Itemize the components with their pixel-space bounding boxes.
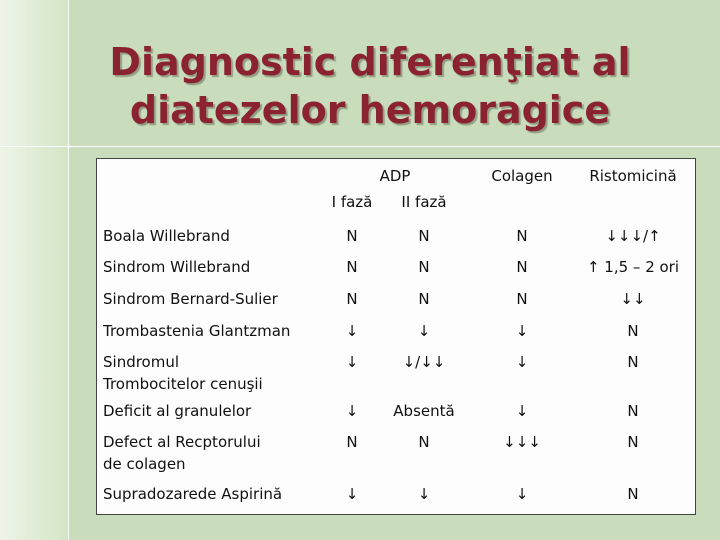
cell-colagen: N bbox=[516, 258, 528, 276]
sparkle-icon bbox=[62, 140, 75, 153]
cell-adp1: N bbox=[346, 290, 358, 308]
cell-ristomicina: ↓↓ bbox=[620, 290, 646, 308]
cell-adp2: N bbox=[418, 258, 430, 276]
header-ristomicina: Ristomicină bbox=[589, 167, 677, 185]
cell-adp2: N bbox=[418, 227, 430, 245]
row-label: Defect al Recptorului bbox=[103, 433, 261, 451]
row-label: Boala Willebrand bbox=[103, 227, 230, 245]
cell-colagen: ↓ bbox=[515, 322, 529, 340]
row-label: de colagen bbox=[103, 455, 186, 473]
cell-ristomicina: N bbox=[627, 322, 639, 340]
cell-adp2: ↓ bbox=[417, 485, 431, 503]
row-label: Sindrom Willebrand bbox=[103, 258, 251, 276]
row-label: Trombastenia Glantzman bbox=[103, 322, 291, 340]
cell-adp1: ↓ bbox=[345, 485, 359, 503]
header-colagen: Colagen bbox=[491, 167, 553, 185]
cell-adp2: N bbox=[418, 290, 430, 308]
cell-adp2: ↓/↓↓ bbox=[402, 353, 446, 371]
left-band bbox=[0, 0, 68, 540]
cell-ristomicina: ↑ 1,5 – 2 ori bbox=[586, 258, 680, 276]
cell-colagen: N bbox=[516, 290, 528, 308]
cell-adp1: ↓ bbox=[345, 353, 359, 371]
row-label: Supradozarede Aspirină bbox=[103, 485, 283, 503]
cell-ristomicina: ↓↓↓/↑ bbox=[605, 227, 661, 245]
cell-adp1: N bbox=[346, 227, 358, 245]
title-line-1: Diagnostic diferenţiat al bbox=[109, 40, 631, 84]
diagnostic-table bbox=[96, 158, 696, 515]
cell-adp1: N bbox=[346, 258, 358, 276]
row-label: Deficit al granulelor bbox=[103, 402, 252, 420]
cell-adp1: ↓ bbox=[345, 402, 359, 420]
row-label: Sindrom Bernard-Sulier bbox=[103, 290, 278, 308]
decorative-horizontal-line bbox=[0, 146, 720, 147]
decorative-vertical-line bbox=[68, 0, 69, 540]
cell-ristomicina: N bbox=[627, 353, 639, 371]
header-adp-phase-2: II fază bbox=[401, 193, 447, 211]
cell-ristomicina: N bbox=[627, 485, 639, 503]
cell-colagen: ↓ bbox=[515, 353, 529, 371]
header-adp-phase-1: I fază bbox=[331, 193, 373, 211]
cell-colagen: ↓ bbox=[515, 485, 529, 503]
title-line-2: diatezelor hemoragice bbox=[129, 88, 611, 132]
cell-colagen: ↓ bbox=[515, 402, 529, 420]
cell-adp1: ↓ bbox=[345, 322, 359, 340]
slide-title bbox=[80, 38, 660, 134]
cell-ristomicina: N bbox=[627, 402, 639, 420]
cell-adp1: N bbox=[346, 433, 358, 451]
header-adp: ADP bbox=[379, 167, 411, 185]
cell-colagen: N bbox=[516, 227, 528, 245]
cell-ristomicina: N bbox=[627, 433, 639, 451]
row-label: Trombocitelor cenuşii bbox=[103, 375, 263, 393]
cell-colagen: ↓↓↓ bbox=[503, 433, 541, 451]
row-label: Sindromul bbox=[103, 353, 180, 371]
cell-adp2: N bbox=[418, 433, 430, 451]
cell-adp2: Absentă bbox=[393, 402, 455, 420]
cell-adp2: ↓ bbox=[417, 322, 431, 340]
